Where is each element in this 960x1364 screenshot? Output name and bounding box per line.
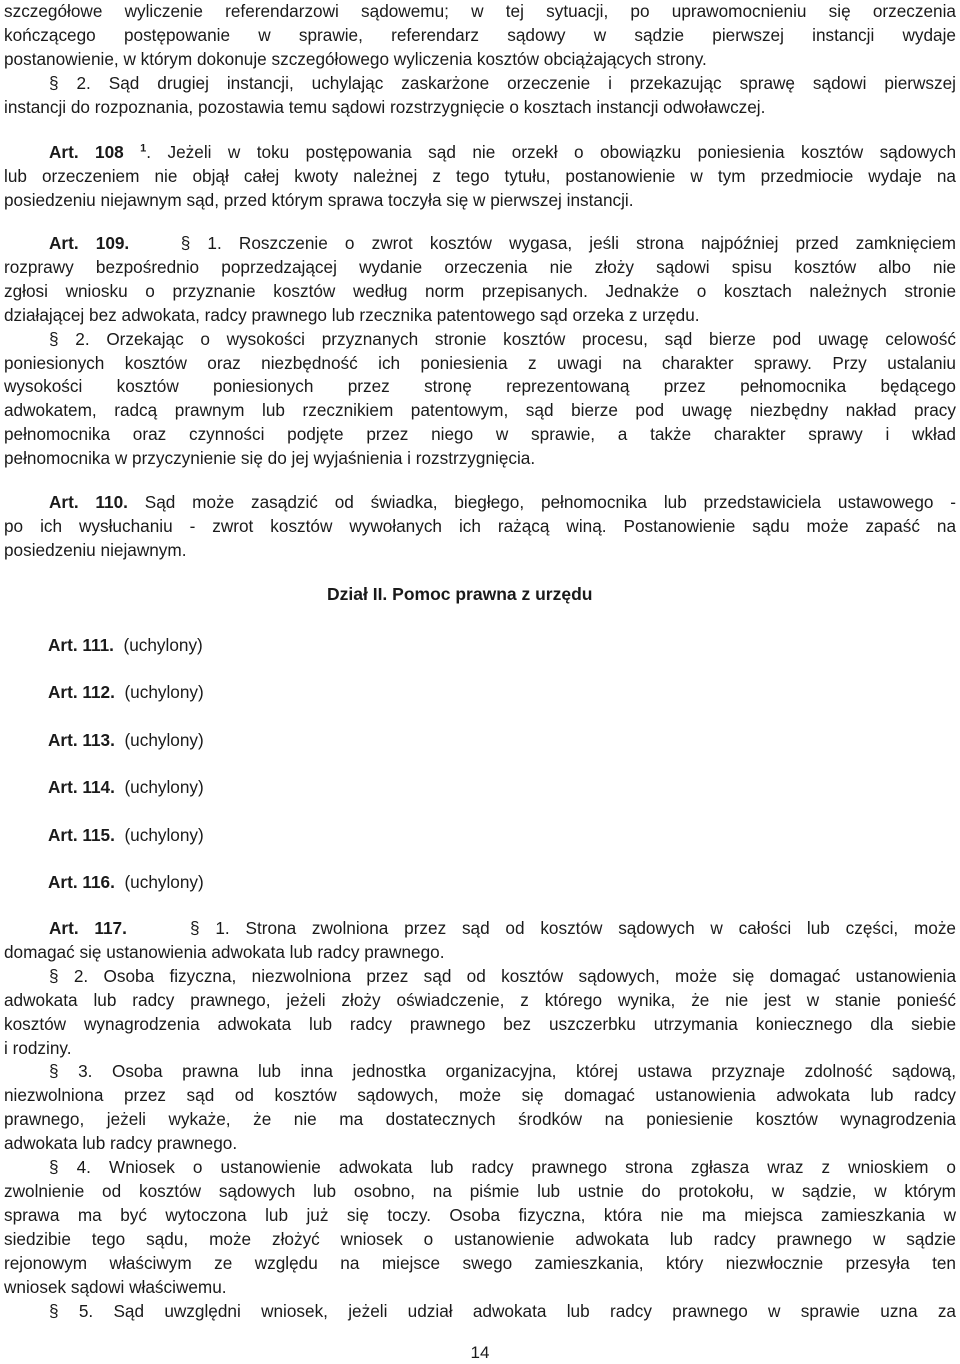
text-line: § 2. Osoba fizyczna, niezwolniona przez sąd od kosztów sądowych, może się domagać ustanowienia (49, 965, 956, 986)
text-line: rozprawy bezpośrednio poprzedzającej wydanie orzeczenia nie złoży sądowi spisu kosztów albo nie (4, 256, 956, 277)
text-line: rejonowym właściwym ze względu na miejsce swego zamieszkania, który niezwłocznie przesyła ten (4, 1252, 956, 1273)
text-line: § 4. Wniosek o ustanowienie adwokata lub radcy prawnego strona zgłasza wraz z wnioskiem o (49, 1157, 956, 1178)
text-line: po ich wysłuchaniu - zwrot kosztów wywołanych ich rażącą winą. Postanowienie sądu może zapaść na (4, 516, 956, 536)
text-line: siedzibie tego sądu, może złożyć wniosek o ustanowienie adwokata lub radcy prawnego w sądzie (4, 1228, 956, 1249)
text-line: adwokatem, radcą prawnym lub rzecznikiem patentowym, sąd bierze pod uwagę niezbędny nakład pracy (4, 400, 956, 421)
text-line: lub orzeczeniem nie objął całej kwoty należnej z tego tytułu, postanowienie w tym przedmiocie wydaje na (4, 166, 956, 186)
text-line: pełnomocnika oraz czynności podjęte przez niego w sprawie, a także charakter sprawy i wkład (4, 424, 956, 445)
repealed-article: Art. 113. (uchylony) (48, 730, 204, 750)
text-line: instancji do rozpoznania, pozostawia temu sądowi rozstrzygnięcie o kosztach instancji odwoławczej. (4, 96, 766, 117)
text-line: niezwolniona przez sąd od kosztów sądowych, może się domagać ustanowienia adwokata lub radcy (4, 1085, 956, 1106)
text-line: adwokata lub radcy prawnego, jeżeli złoży oświadczenie, z którego wynika, że nie jest w stanie ponieść (4, 989, 956, 1010)
text-line: kosztów wynagrodzenia adwokata lub radcy prawnego bez uszczerbku utrzymania koniecznego dla siebie (4, 1013, 956, 1034)
repealed-article: Art. 111. (uchylony) (48, 635, 203, 655)
text-line: postanowienie, w którym dokonuje szczegółowego wyliczenia kosztów obciążających strony. (4, 48, 707, 69)
text-line: poniesionych kosztów oraz niezbędność ich poniesienia z uwagi na charakter sprawy. Przy ustalaniu (4, 352, 956, 373)
text-line: § 5. Sąd uwzględni wniosek, jeżeli udział adwokata lub radcy prawnego w sprawie uzna za (49, 1300, 956, 1321)
text-line: adwokata lub radcy prawnego. (4, 1133, 238, 1154)
text-line: § 3. Osoba prawna lub inna jednostka organizacyjna, której ustawa przyznaje zdolność sądową, (49, 1061, 956, 1082)
text-line: zwolnienie od kosztów sądowych lub osobno, na piśmie lub ustnie do protokołu, w sądzie, w którym (4, 1180, 956, 1201)
text-line: prawnego, jeżeli wykaże, że nie ma dostatecznych środków na poniesienie kosztów wynagrodzenia (4, 1109, 956, 1130)
repealed-article: Art. 112. (uchylony) (48, 682, 204, 702)
text-line: Art. 110. Sąd może zasądzić od świadka, biegłego, pełnomocnika lub przedstawiciela ustawowego - (49, 492, 956, 512)
text-line: wysokości kosztów poniesionych przez stronę reprezentowaną przez pełnomocnika będącego (4, 376, 956, 397)
repealed-article: Art. 114. (uchylony) (48, 777, 204, 797)
page-number: 14 (470, 1343, 490, 1362)
text-line: Art. 109. § 1. Roszczenie o zwrot kosztów wygasa, jeśli strona najpóźniej przed zamknięciem (49, 233, 957, 253)
article-117 (4, 917, 956, 1323)
text-line: zgłosi wniosku o przyznanie kosztów według norm przepisanych. Jednakże o kosztach należnych stronie (4, 280, 956, 301)
article-label: Art. 110. (49, 492, 128, 512)
text-line: Art. 117. § 1. Strona zwolniona przez sąd od kosztów sądowych w całości lub części, może (49, 918, 956, 938)
text-line: posiedzeniu niejawnym. (4, 540, 187, 560)
article-108-1 (4, 140, 956, 212)
text-line: i rodziny. (4, 1037, 72, 1058)
article-label: Art. 108 $^1$ (49, 142, 147, 162)
repealed-article: Art. 115. (uchylony) (48, 825, 204, 845)
article-label: Art. 117. (49, 918, 127, 938)
text-line: domagać się ustanowienia adwokata lub radcy prawnego. (4, 941, 445, 962)
article-110 (4, 490, 956, 562)
text-line: szczegółowe wyliczenie referendarzowi sądowemu; w tej sytuacji, po uprawomocnieniu się orzeczenia (4, 1, 956, 21)
article-109 (4, 232, 956, 471)
paragraph-continuation (4, 0, 956, 120)
text-line: działającej bez adwokata, radcy prawnego lub rzecznika patentowego sąd orzeka z urzędu. (4, 304, 700, 325)
text-line: pełnomocnika w przyczynienie się do jej wyjaśnienia i rozstrzygnięcia. (4, 448, 536, 469)
text-line: posiedzeniu niejawnym sąd, przed którym sprawa toczyła się w pierwszej instancji. (4, 190, 634, 210)
text-line: wniosek sądowi właściwemu. (4, 1276, 227, 1297)
text-line: § 2. Orzekając o wysokości przyznanych stronie kosztów procesu, sąd bierze pod uwagę celowość (49, 328, 956, 349)
repealed-article: Art. 116. (uchylony) (48, 872, 204, 892)
article-label: Art. 109. (49, 233, 130, 253)
text-line: kończącego postępowanie w sprawie, referendarz sądowy w sądzie pierwszej instancji wydaje (4, 24, 956, 45)
text-line: Art. 108 $^1$. Jeżeli w toku postępowania sąd nie orzekł o obowiązku poniesienia kosztów sądowych (49, 142, 956, 162)
section-heading: Dział II. Pomoc prawna z urzędu (327, 584, 593, 604)
text-line: § 2. Sąd drugiej instancji, uchylając zaskarżone orzeczenie i przekazując sprawę sądowi pierwszej (49, 72, 956, 93)
text-line: sprawa ma być wytoczona lub już się toczy. Osoba fizyczna, która nie ma miejsca zamieszkania w (4, 1204, 956, 1225)
